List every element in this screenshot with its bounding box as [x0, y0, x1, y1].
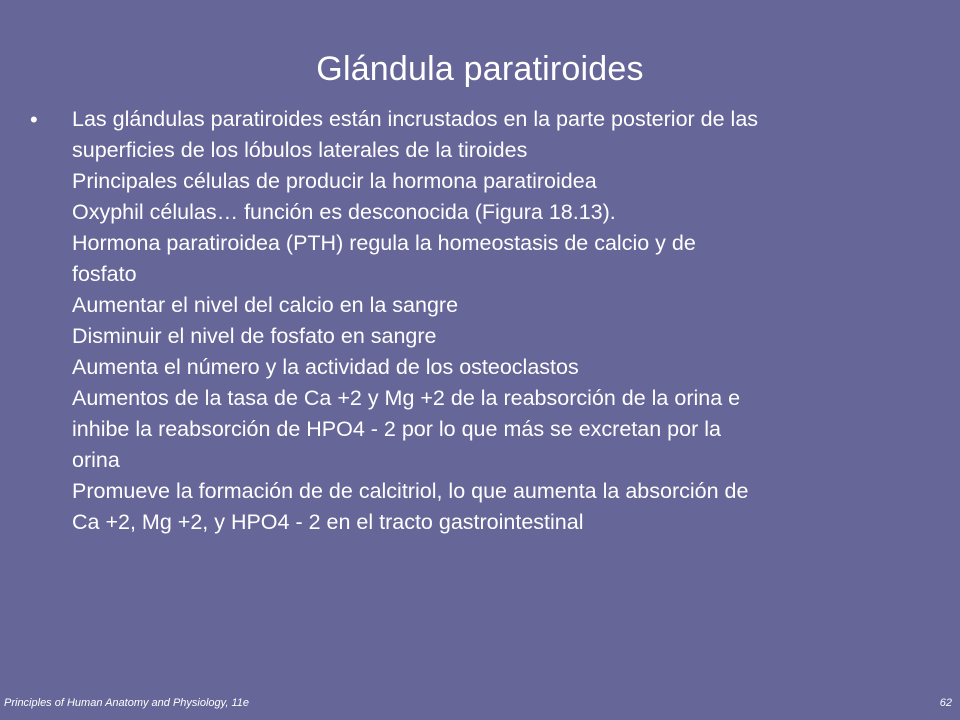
text-line: Aumenta el número y la actividad de los osteoclastos	[72, 355, 579, 379]
footer-page-number: 62	[939, 697, 952, 709]
bullet-text	[72, 104, 940, 538]
text-line: Aumentos de la tasa de Ca +2 y Mg +2 de la reabsorción de la orina e	[72, 386, 741, 410]
text-line: Hormona paratiroidea (PTH) regula la homeostasis de calcio y de	[72, 231, 696, 255]
text-line: Oxyphil células… función es desconocida (Figura 18.13).	[72, 200, 616, 224]
text-line: Disminuir el nivel de fosfato en sangre	[72, 324, 437, 348]
text-line: Ca +2, Mg +2, y HPO4 - 2 en el tracto gastrointestinal	[72, 510, 584, 534]
text-line: fosfato	[72, 262, 137, 286]
text-line: Principales células de producir la hormona paratiroidea	[72, 169, 597, 193]
footer-book-title: Principles of Human Anatomy and Physiology, 11e	[4, 697, 249, 709]
text-line: Aumentar el nivel del calcio en la sangre	[72, 293, 459, 317]
text-line: Promueve la formación de de calcitriol, lo que aumenta la absorción de	[72, 479, 749, 503]
text-line: Las glándulas paratiroides están incrustados en la parte posterior de las	[72, 107, 759, 131]
text-line: inhibe la reabsorción de HPO4 - 2 por lo que más se excretan por la	[72, 417, 721, 441]
slide-title: Glándula paratiroides	[316, 50, 644, 88]
text-line: orina	[72, 448, 120, 472]
text-line: superficies de los lóbulos laterales de la tiroides	[72, 138, 528, 162]
bullet-icon: •	[30, 107, 38, 132]
